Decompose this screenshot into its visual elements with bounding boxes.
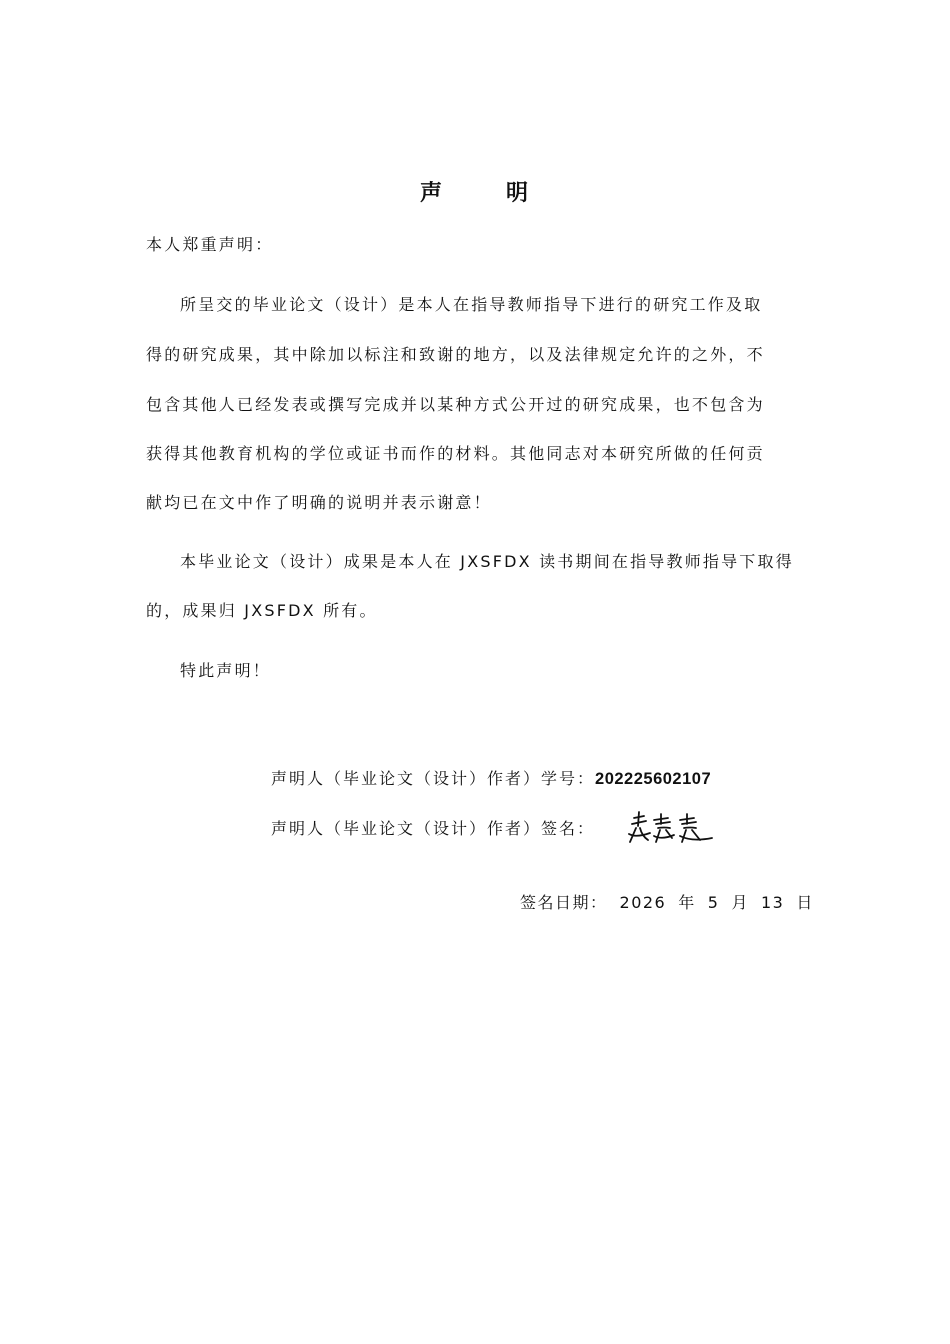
signature-date xyxy=(520,890,814,913)
date-year-unit: 年 xyxy=(678,893,696,912)
title-char-2: 明 xyxy=(506,180,531,206)
date-day-unit: 日 xyxy=(796,893,814,912)
date-day: 13 xyxy=(760,893,785,912)
title-char-1: 声 xyxy=(419,180,444,206)
paragraph1-line-5: 献均已在文中作了明确的说明并表示谢意！ xyxy=(146,493,492,512)
date-month: 5 xyxy=(707,893,720,912)
signature-label: 声明人（毕业论文（设计）作者）签名： xyxy=(271,819,596,838)
closing-line: 特此声明！ xyxy=(180,661,272,680)
paragraph1-line-4: 获得其他教育机构的学位或证书而作的材料。其他同志对本研究所做的任何贡 xyxy=(146,444,765,463)
paragraph2-line-1: 本毕业论文（设计）成果是本人在 JXSFDX 读书期间在指导教师指导下取得 xyxy=(180,552,794,571)
paragraph2-line-2: 的，成果归 JXSFDX 所有。 xyxy=(146,601,378,620)
date-month-unit: 月 xyxy=(731,893,749,912)
intro-line: 本人郑重声明： xyxy=(146,235,274,254)
page-title xyxy=(0,176,950,207)
date-year: 2026 xyxy=(619,893,667,912)
handwritten-signature xyxy=(626,808,720,848)
paragraph1-line-2: 得的研究成果，其中除加以标注和致谢的地方，以及法律规定允许的之外，不 xyxy=(146,345,765,364)
date-label: 签名日期： xyxy=(520,893,608,912)
paragraph1-line-1: 所呈交的毕业论文（设计）是本人在指导教师指导下进行的研究工作及取 xyxy=(180,295,763,314)
student-id-label: 声明人（毕业论文（设计）作者）学号： xyxy=(271,769,596,788)
paragraph1-line-3: 包含其他人已经发表或撰写完成并以某种方式公开过的研究成果，也不包含为 xyxy=(146,395,765,414)
student-id-row xyxy=(271,766,711,789)
student-id-value: 202225602107 xyxy=(595,770,712,788)
